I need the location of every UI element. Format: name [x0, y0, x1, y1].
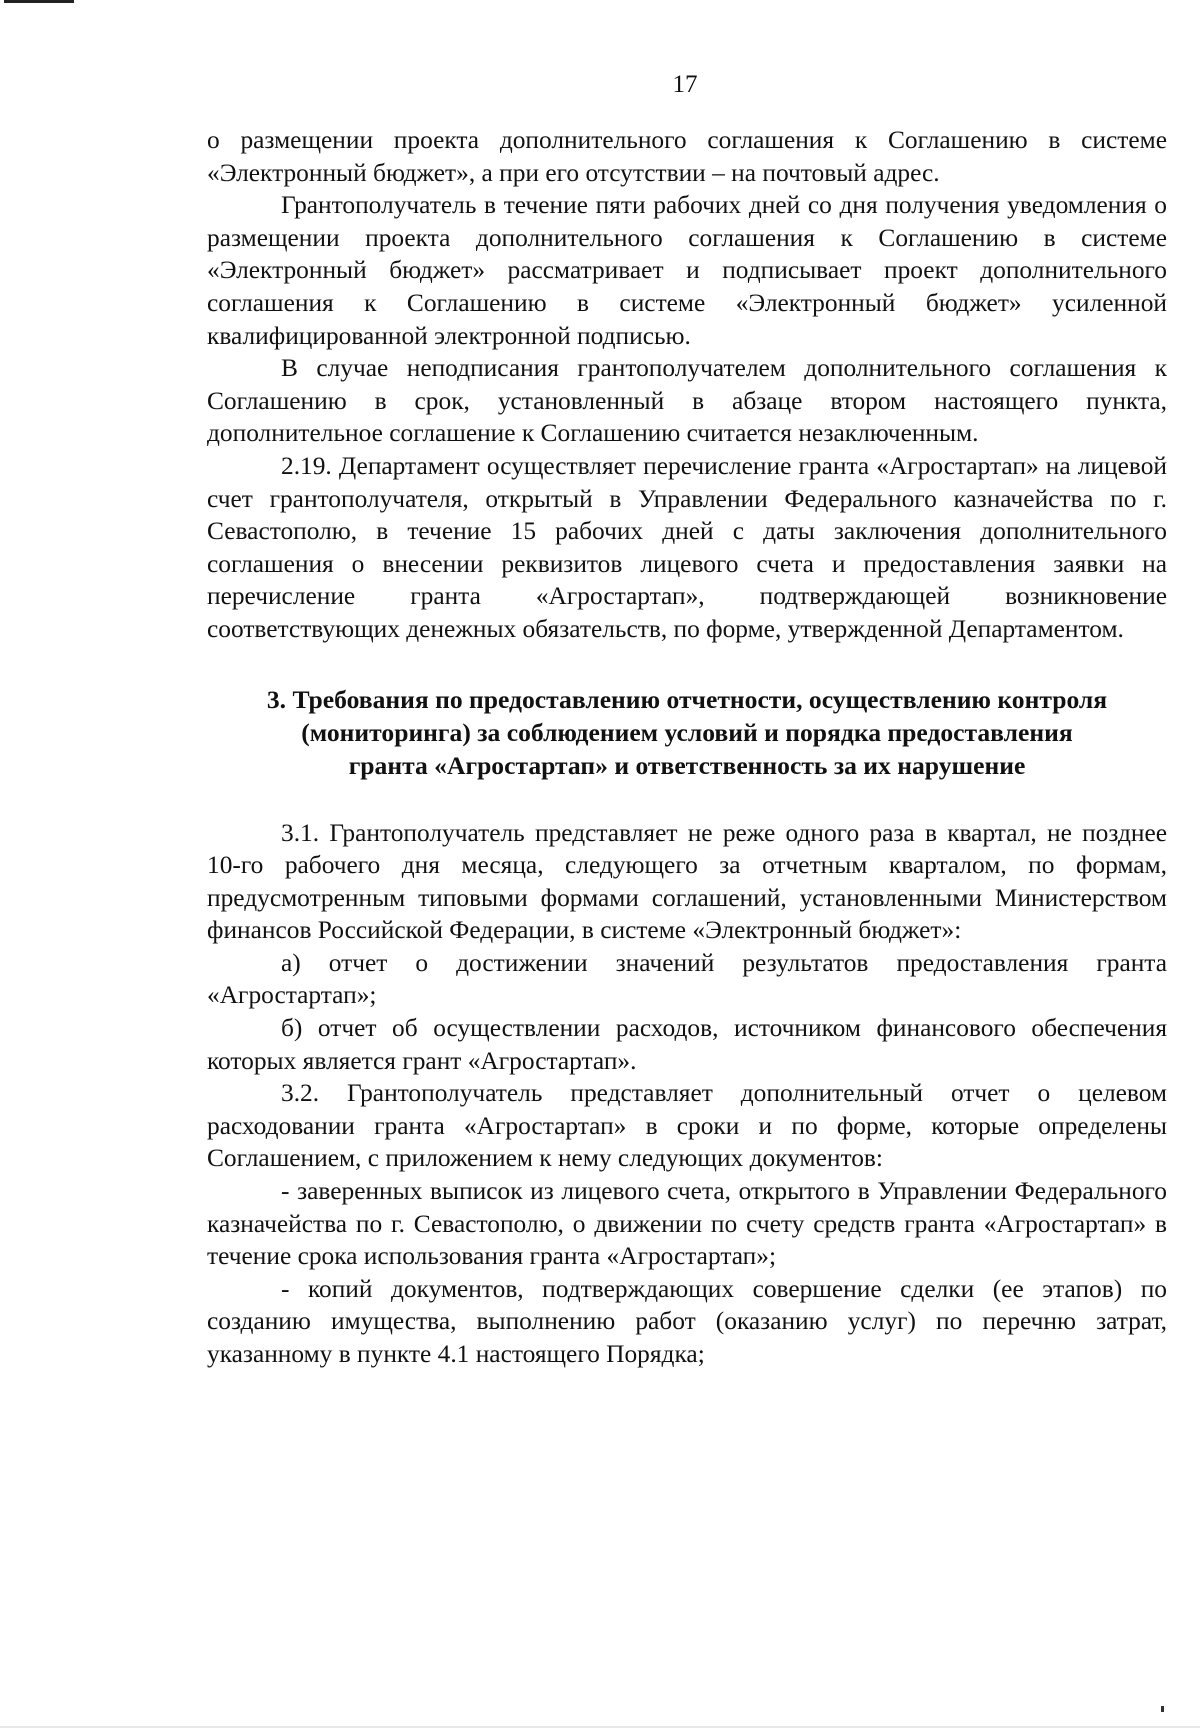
- document-body: [207, 124, 1167, 1371]
- section-heading-line: 3. Требования по предоставлению отчетности, осуществлению контроля: [266, 684, 1108, 714]
- paragraph-3-2: 3.2. Грантополучатель представляет дополнительный отчет о целевом расходовании гранта «Агростартап» в сроки и по форме, которые определены Соглашением, с приложением к нему следующих документов:: [207, 1079, 1167, 1173]
- list-item-b: б) отчет об осуществлении расходов, источником финансового обеспечения которых является грант «Агростартап».: [207, 1014, 1167, 1075]
- paragraph-2-19: 2.19. Департамент осуществляет перечисление гранта «Агростартап» на лицевой счет грантополучателя, открытый в Управлении Федерального казначейства по г. Севастополю, в течение 15 рабочих дней с даты заключения дополнительного соглашения о внесении реквизитов лицевого счета и предоставления заявки на перечисление гранта «Агростартап», подтверждающей возникновение соответствующих денежных обязательств, по форме, утвержденной Департаментом.: [207, 451, 1167, 643]
- paragraph: В случае неподписания грантополучателем дополнительного соглашения к Соглашению в срок, установленный в абзаце втором настоящего пункта, дополнительное соглашение к Соглашению считается незаключенным.: [207, 354, 1167, 448]
- section-heading-line: (мониторинга) за соблюдением условий и порядка предоставления: [301, 717, 1073, 747]
- list-item-dash: - копий документов, подтверждающих совершение сделки (ее этапов) по созданию имущества, выполнению работ (оказанию услуг) по перечню затрат, указанному в пункте 4.1 настоящего Порядка;: [207, 1274, 1167, 1368]
- scan-corner-mark: [4, 0, 74, 3]
- page-number: 17: [672, 71, 698, 98]
- section-heading-line: гранта «Агростартап» и ответственность за их нарушение: [348, 750, 1026, 780]
- scan-speck: [1161, 1706, 1164, 1712]
- paragraph: о размещении проекта дополнительного соглашения к Соглашению в системе «Электронный бюджет», а при его отсутствии – на почтовый адрес.: [207, 126, 1167, 187]
- paragraph: Грантополучатель в течение пяти рабочих дней со дня получения уведомления о размещении проекта дополнительного соглашения к Соглашению в системе «Электронный бюджет» рассматривает и подписывает проект дополнительного соглашения к Соглашению в системе «Электронный бюджет» усиленной квалифицированной электронной подписью.: [207, 191, 1167, 350]
- paragraph-3-1: 3.1. Грантополучатель представляет не реже одного раза в квартал, не позднее 10-го рабочего дня месяца, следующего за отчетным кварталом, по формам, предусмотренным типовыми формами соглашений, установленными Министерством финансов Российской Федерации, в системе «Электронный бюджет»:: [207, 818, 1167, 945]
- section-heading: [207, 683, 1167, 782]
- list-item-dash: - заверенных выписок из лицевого счета, открытого в Управлении Федерального казначейства по г. Севастополю, о движении по счету средств гранта «Агростартап» в течение срока использования гранта «Агростартап»;: [207, 1177, 1167, 1271]
- list-item-a: а) отчет о достижении значений результатов предоставления гранта «Агростартап»;: [207, 948, 1167, 1010]
